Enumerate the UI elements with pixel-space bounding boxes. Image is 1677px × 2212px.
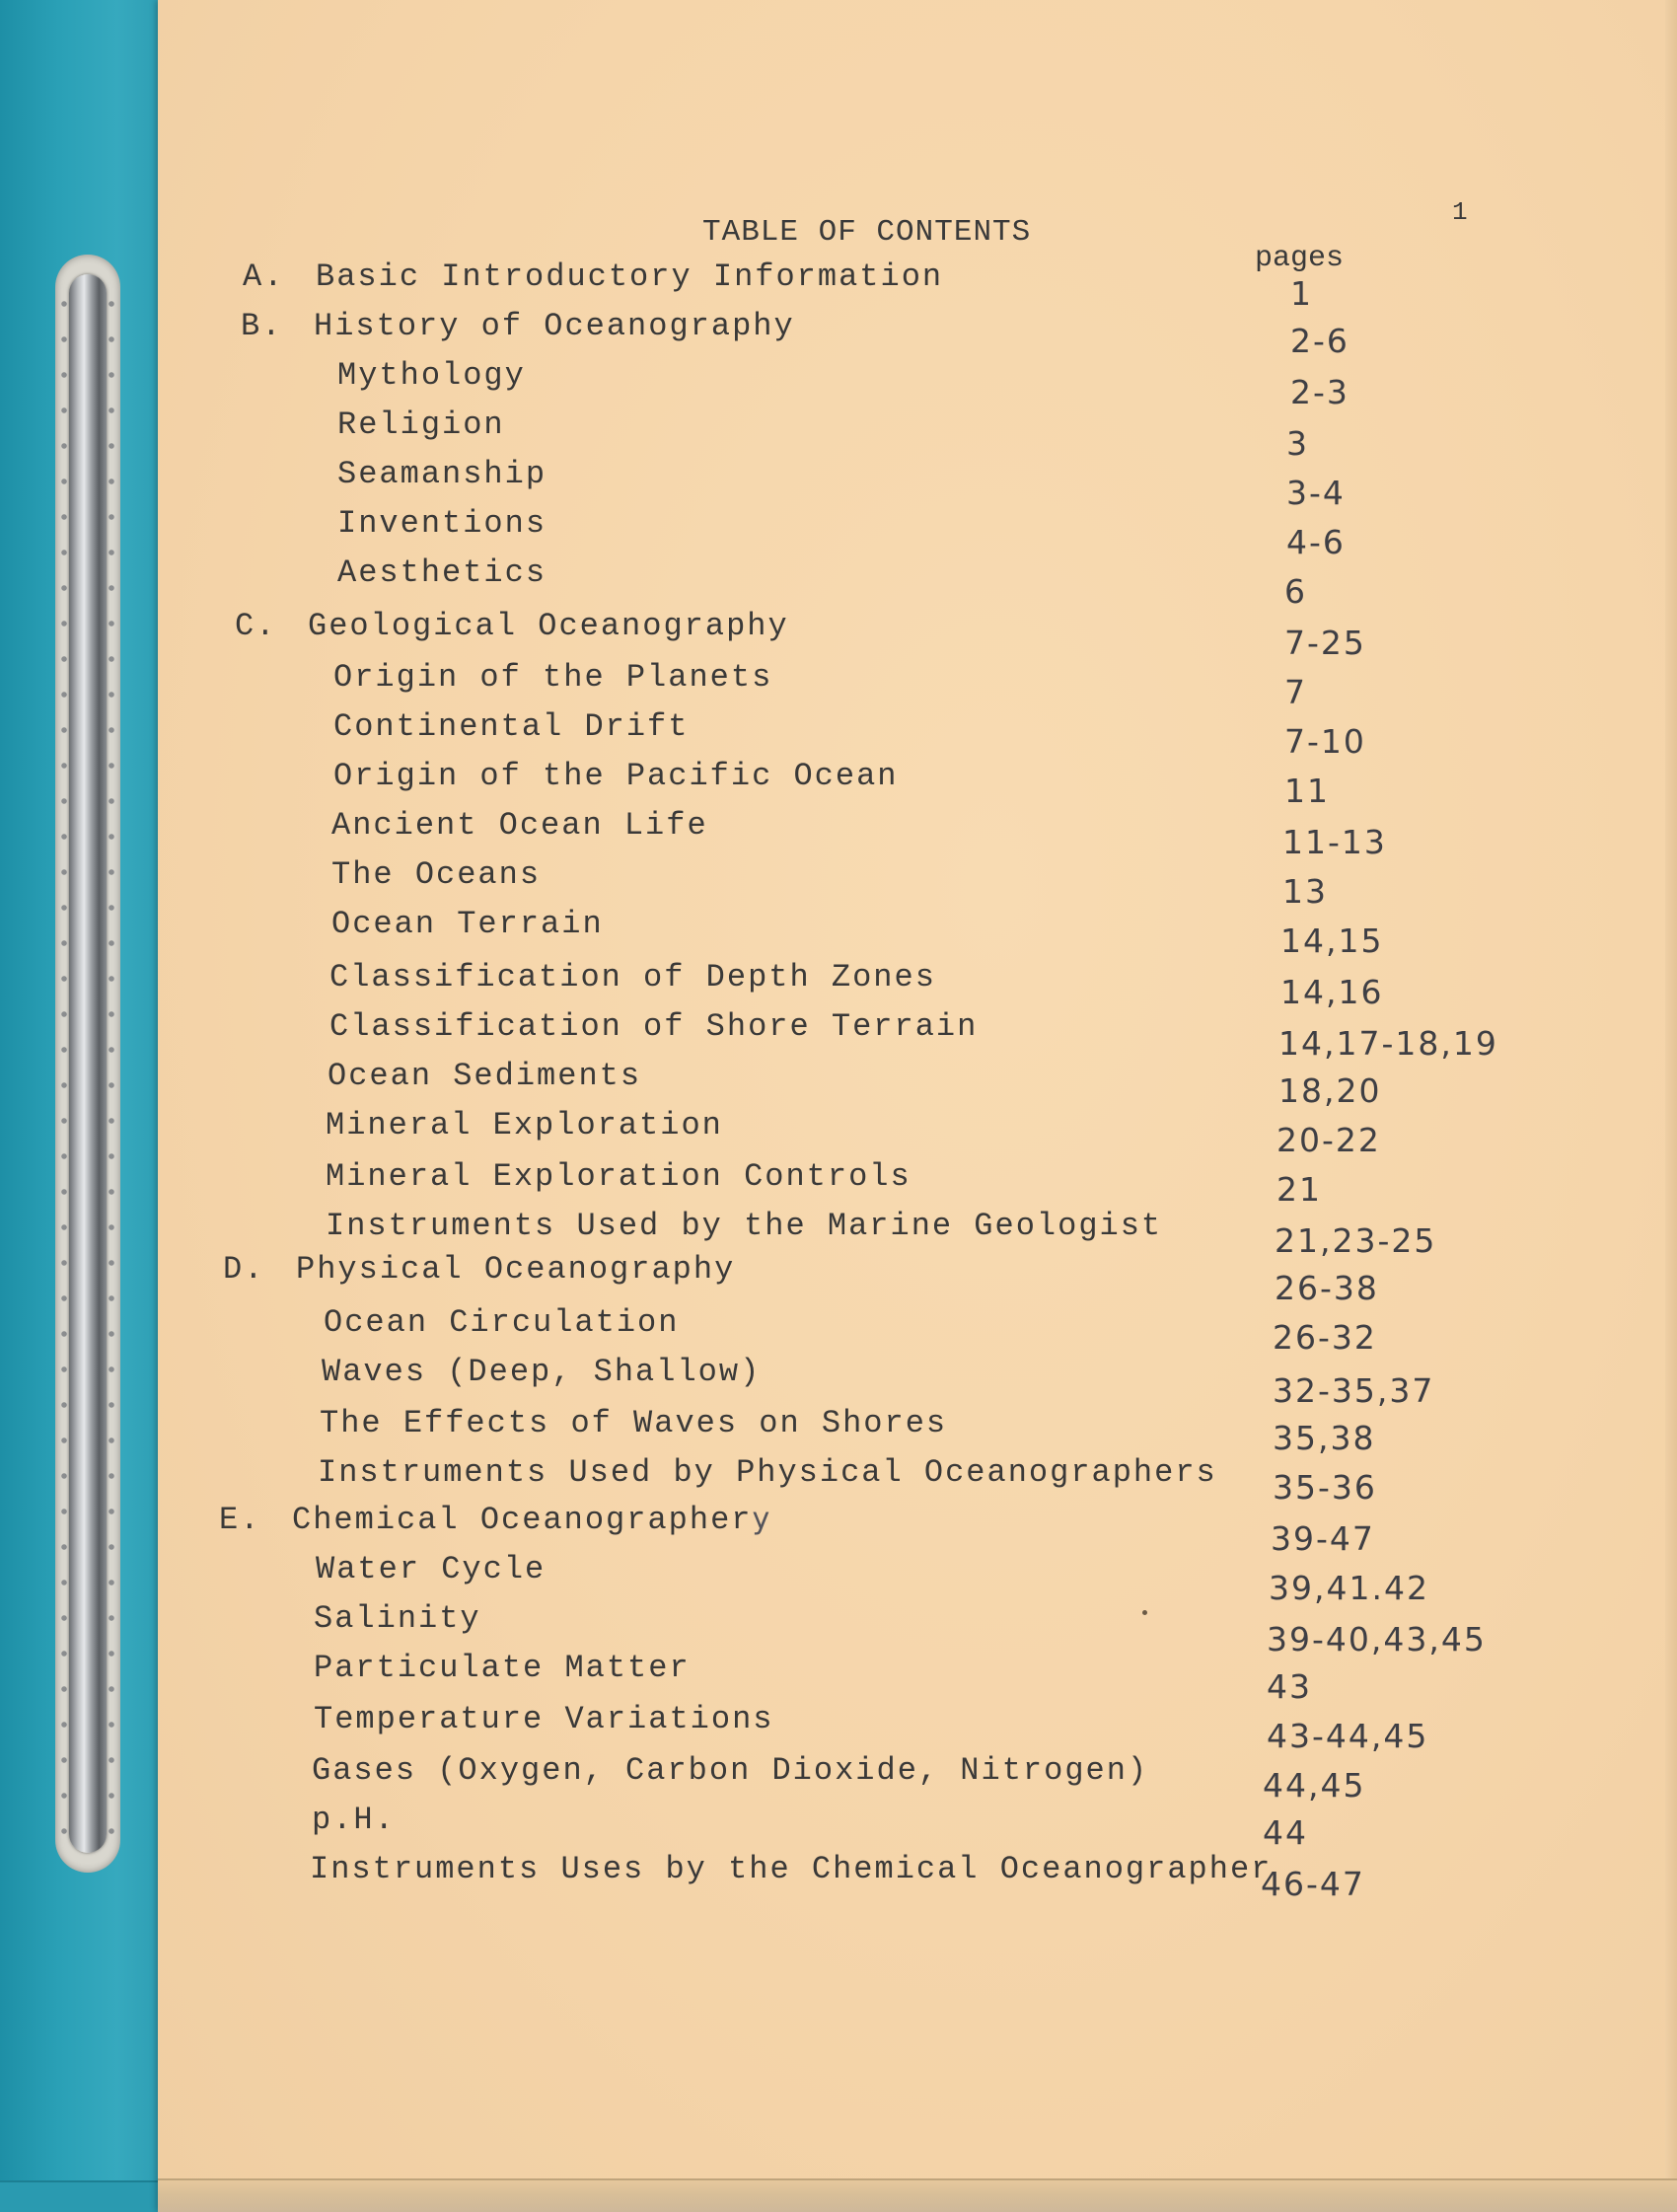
section-c-pages: 7-25 (1284, 624, 1366, 662)
section-title: History of Oceanography (314, 308, 795, 344)
paper-edge-bottom (158, 2178, 1677, 2212)
toc-item: Ancient Ocean Life (331, 807, 708, 844)
toc-item: The Oceans (331, 856, 542, 893)
binder-cover-edge (0, 2180, 168, 2212)
toc-item: p.H. (312, 1802, 396, 1838)
toc-item-pages: 7-10 (1284, 722, 1366, 761)
toc-item: Particulate Matter (314, 1650, 691, 1686)
toc-item: Ocean Terrain (331, 906, 604, 942)
section-e-pages: 39-47 (1271, 1519, 1375, 1558)
toc-item-pages: 39,41.42 (1269, 1569, 1429, 1607)
toc-item-pages: 6 (1284, 572, 1307, 611)
toc-item-pages: 14,17-18,19 (1278, 1024, 1498, 1063)
paper-speck (1142, 1610, 1147, 1615)
section-letter: C. (235, 608, 277, 644)
binding-holes-left (59, 286, 69, 1855)
section-letter: D. (223, 1251, 265, 1288)
toc-item-pages: 26-32 (1273, 1318, 1377, 1357)
toc-section-a (243, 258, 943, 295)
section-title: Basic Introductory Information (316, 258, 944, 295)
page-number: 1 (1452, 197, 1468, 227)
toc-item-pages: 43-44,45 (1267, 1717, 1429, 1755)
toc-item-pages: 14,15 (1280, 922, 1384, 960)
section-d-pages: 26-38 (1275, 1269, 1379, 1307)
toc-item: Seamanship (337, 456, 547, 492)
section-b-pages: 2-6 (1290, 322, 1349, 360)
toc-item: Mineral Exploration (326, 1107, 723, 1143)
toc-item: Instruments Used by the Marine Geologist (326, 1208, 1163, 1244)
toc-section-b (241, 308, 795, 344)
toc-item: Inventions (337, 505, 547, 542)
section-title: Chemical Oceanographer (292, 1502, 753, 1538)
toc-item-pages: 4-6 (1286, 523, 1346, 561)
toc-item: Classification of Shore Terrain (329, 1008, 979, 1045)
toc-item: Continental Drift (333, 708, 690, 745)
toc-item-pages: 35-36 (1273, 1468, 1377, 1507)
toc-item: Waves (Deep, Shallow) (322, 1354, 762, 1390)
toc-item-pages: 11 (1284, 772, 1330, 810)
toc-item-pages: 35,38 (1273, 1419, 1376, 1457)
toc-item: Water Cycle (316, 1551, 547, 1587)
toc-item: Aesthetics (337, 554, 547, 591)
toc-item: Origin of the Pacific Ocean (333, 758, 899, 794)
toc-item-pages: 13 (1282, 872, 1328, 911)
toc-item-pages: 2-3 (1290, 373, 1349, 411)
section-letter: B. (241, 308, 283, 344)
toc-item-pages: 3 (1286, 424, 1309, 463)
toc-section-d (223, 1251, 735, 1288)
section-title: Geological Oceanography (308, 608, 789, 644)
toc-item-pages: 20-22 (1276, 1121, 1381, 1159)
toc-item-pages: 7 (1284, 673, 1307, 711)
toc-item-pages: 21,23-25 (1275, 1221, 1437, 1260)
page-title: TABLE OF CONTENTS (702, 215, 1032, 250)
pages-column-label: pages (1255, 242, 1345, 275)
toc-item-pages: 44 (1263, 1813, 1308, 1852)
toc-item: Temperature Variations (314, 1701, 774, 1737)
toc-item-pages: 14,16 (1280, 973, 1384, 1011)
toc-item: Classification of Depth Zones (329, 959, 936, 995)
section-a-pages: 1 (1290, 274, 1313, 313)
section-title: Physical Oceanography (296, 1251, 736, 1288)
toc-section-e (219, 1502, 771, 1538)
toc-section-c (235, 608, 789, 644)
paper-edge-right (1665, 0, 1677, 2212)
section-letter: A. (243, 258, 285, 295)
toc-item-pages: 44,45 (1263, 1766, 1366, 1805)
toc-item-pages: 21 (1276, 1170, 1322, 1209)
binding-rod (69, 274, 107, 1853)
toc-item: Instruments Used by Physical Oceanographers (318, 1454, 1217, 1491)
toc-item: Instruments Uses by the Chemical Oceanographer (310, 1851, 1273, 1887)
toc-item: Origin of the Planets (333, 659, 773, 696)
toc-item-pages: 32-35,37 (1273, 1371, 1435, 1410)
toc-item-pages: 18,20 (1278, 1071, 1382, 1110)
toc-item: Religion (337, 406, 505, 443)
toc-item-pages: 11-13 (1282, 823, 1387, 861)
toc-item: Gases (Oxygen, Carbon Dioxide, Nitrogen) (312, 1752, 1149, 1789)
handwritten-correction: y (752, 1502, 772, 1536)
toc-item: Mythology (337, 357, 526, 394)
toc-item: Ocean Circulation (324, 1304, 680, 1341)
toc-item-pages: 46-47 (1261, 1865, 1365, 1903)
toc-item-pages: 43 (1267, 1667, 1312, 1706)
toc-item: Salinity (314, 1600, 481, 1637)
toc-item: Mineral Exploration Controls (326, 1158, 911, 1195)
section-letter: E. (219, 1502, 261, 1538)
toc-item: Ocean Sediments (328, 1058, 642, 1094)
toc-item-pages: 39-40,43,45 (1267, 1620, 1487, 1659)
toc-item-pages: 3-4 (1286, 474, 1346, 512)
toc-item: The Effects of Waves on Shores (320, 1405, 948, 1441)
binding-holes-right (107, 286, 116, 1855)
